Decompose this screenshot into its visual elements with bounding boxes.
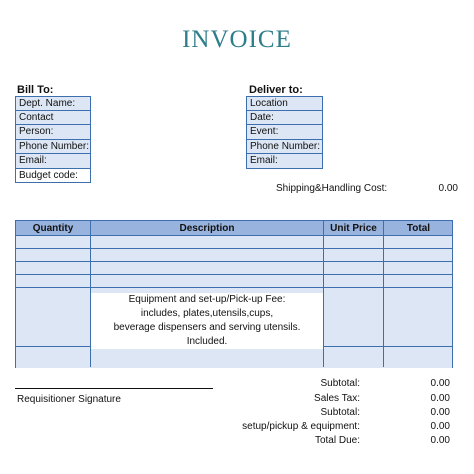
- bill-to-phone-field[interactable]: Phone Number:: [15, 140, 91, 155]
- sales-tax-value: 0.00: [430, 393, 450, 404]
- deliver-to-fields: [246, 96, 323, 169]
- bill-to-email-field[interactable]: Email:: [15, 154, 91, 169]
- deliver-event-field[interactable]: Event:: [246, 125, 323, 140]
- column-header-unit-price: Unit Price: [330, 223, 377, 234]
- deliver-email-field[interactable]: Email:: [246, 154, 323, 169]
- signature-line[interactable]: [15, 388, 213, 389]
- column-header-description: Description: [179, 223, 235, 234]
- setup-pickup-label: setup/pickup & equipment:: [242, 421, 360, 432]
- description-line: beverage dispensers and serving utensils.: [91, 321, 323, 335]
- column-header-quantity: Quantity: [32, 223, 74, 234]
- table-row[interactable]: [16, 275, 452, 288]
- bill-to-dept-field[interactable]: Dept. Name:: [15, 96, 91, 111]
- table-row[interactable]: [16, 262, 452, 275]
- deliver-phone-field[interactable]: Phone Number:: [246, 140, 323, 155]
- subtotal-value: 0.00: [430, 378, 450, 389]
- shipping-value: 0.00: [438, 183, 458, 194]
- column-divider: [323, 221, 324, 367]
- description-line: Included.: [91, 335, 323, 349]
- invoice-title: INVOICE: [182, 26, 292, 53]
- deliver-location-field[interactable]: Location: [246, 96, 323, 111]
- description-line: Equipment and set-up/Pick-up Fee:: [91, 293, 323, 307]
- subtotal-2-label: Subtotal:: [320, 407, 360, 418]
- deliver-to-label: Deliver to:: [249, 84, 303, 96]
- bill-to-contact-field[interactable]: Contact Person:: [15, 111, 91, 126]
- subtotal-2-value: 0.00: [430, 407, 450, 418]
- bill-to-label: Bill To:: [17, 84, 54, 96]
- table-row[interactable]: [16, 249, 452, 262]
- sales-tax-label: Sales Tax:: [314, 393, 360, 404]
- column-divider: [383, 221, 384, 367]
- bill-to-budget-field[interactable]: Budget code:: [15, 169, 91, 184]
- subtotal-label: Subtotal:: [320, 378, 360, 389]
- table-row[interactable]: [16, 236, 452, 249]
- column-divider: [90, 221, 91, 367]
- total-due-label: Total Due:: [314, 435, 360, 446]
- total-due-value: 0.00: [430, 435, 450, 446]
- column-header-total: Total: [406, 223, 431, 234]
- bill-to-fields: [15, 96, 91, 183]
- setup-pickup-value: 0.00: [430, 421, 450, 432]
- table-row[interactable]: [16, 347, 452, 368]
- items-table: [15, 220, 453, 368]
- shipping-label: Shipping&Handling Cost:: [276, 183, 388, 194]
- deliver-date-field[interactable]: Date:: [246, 111, 323, 126]
- description-line: includes, plates,utensils,cups,: [91, 307, 323, 321]
- signature-label: Requisitioner Signature: [17, 394, 121, 405]
